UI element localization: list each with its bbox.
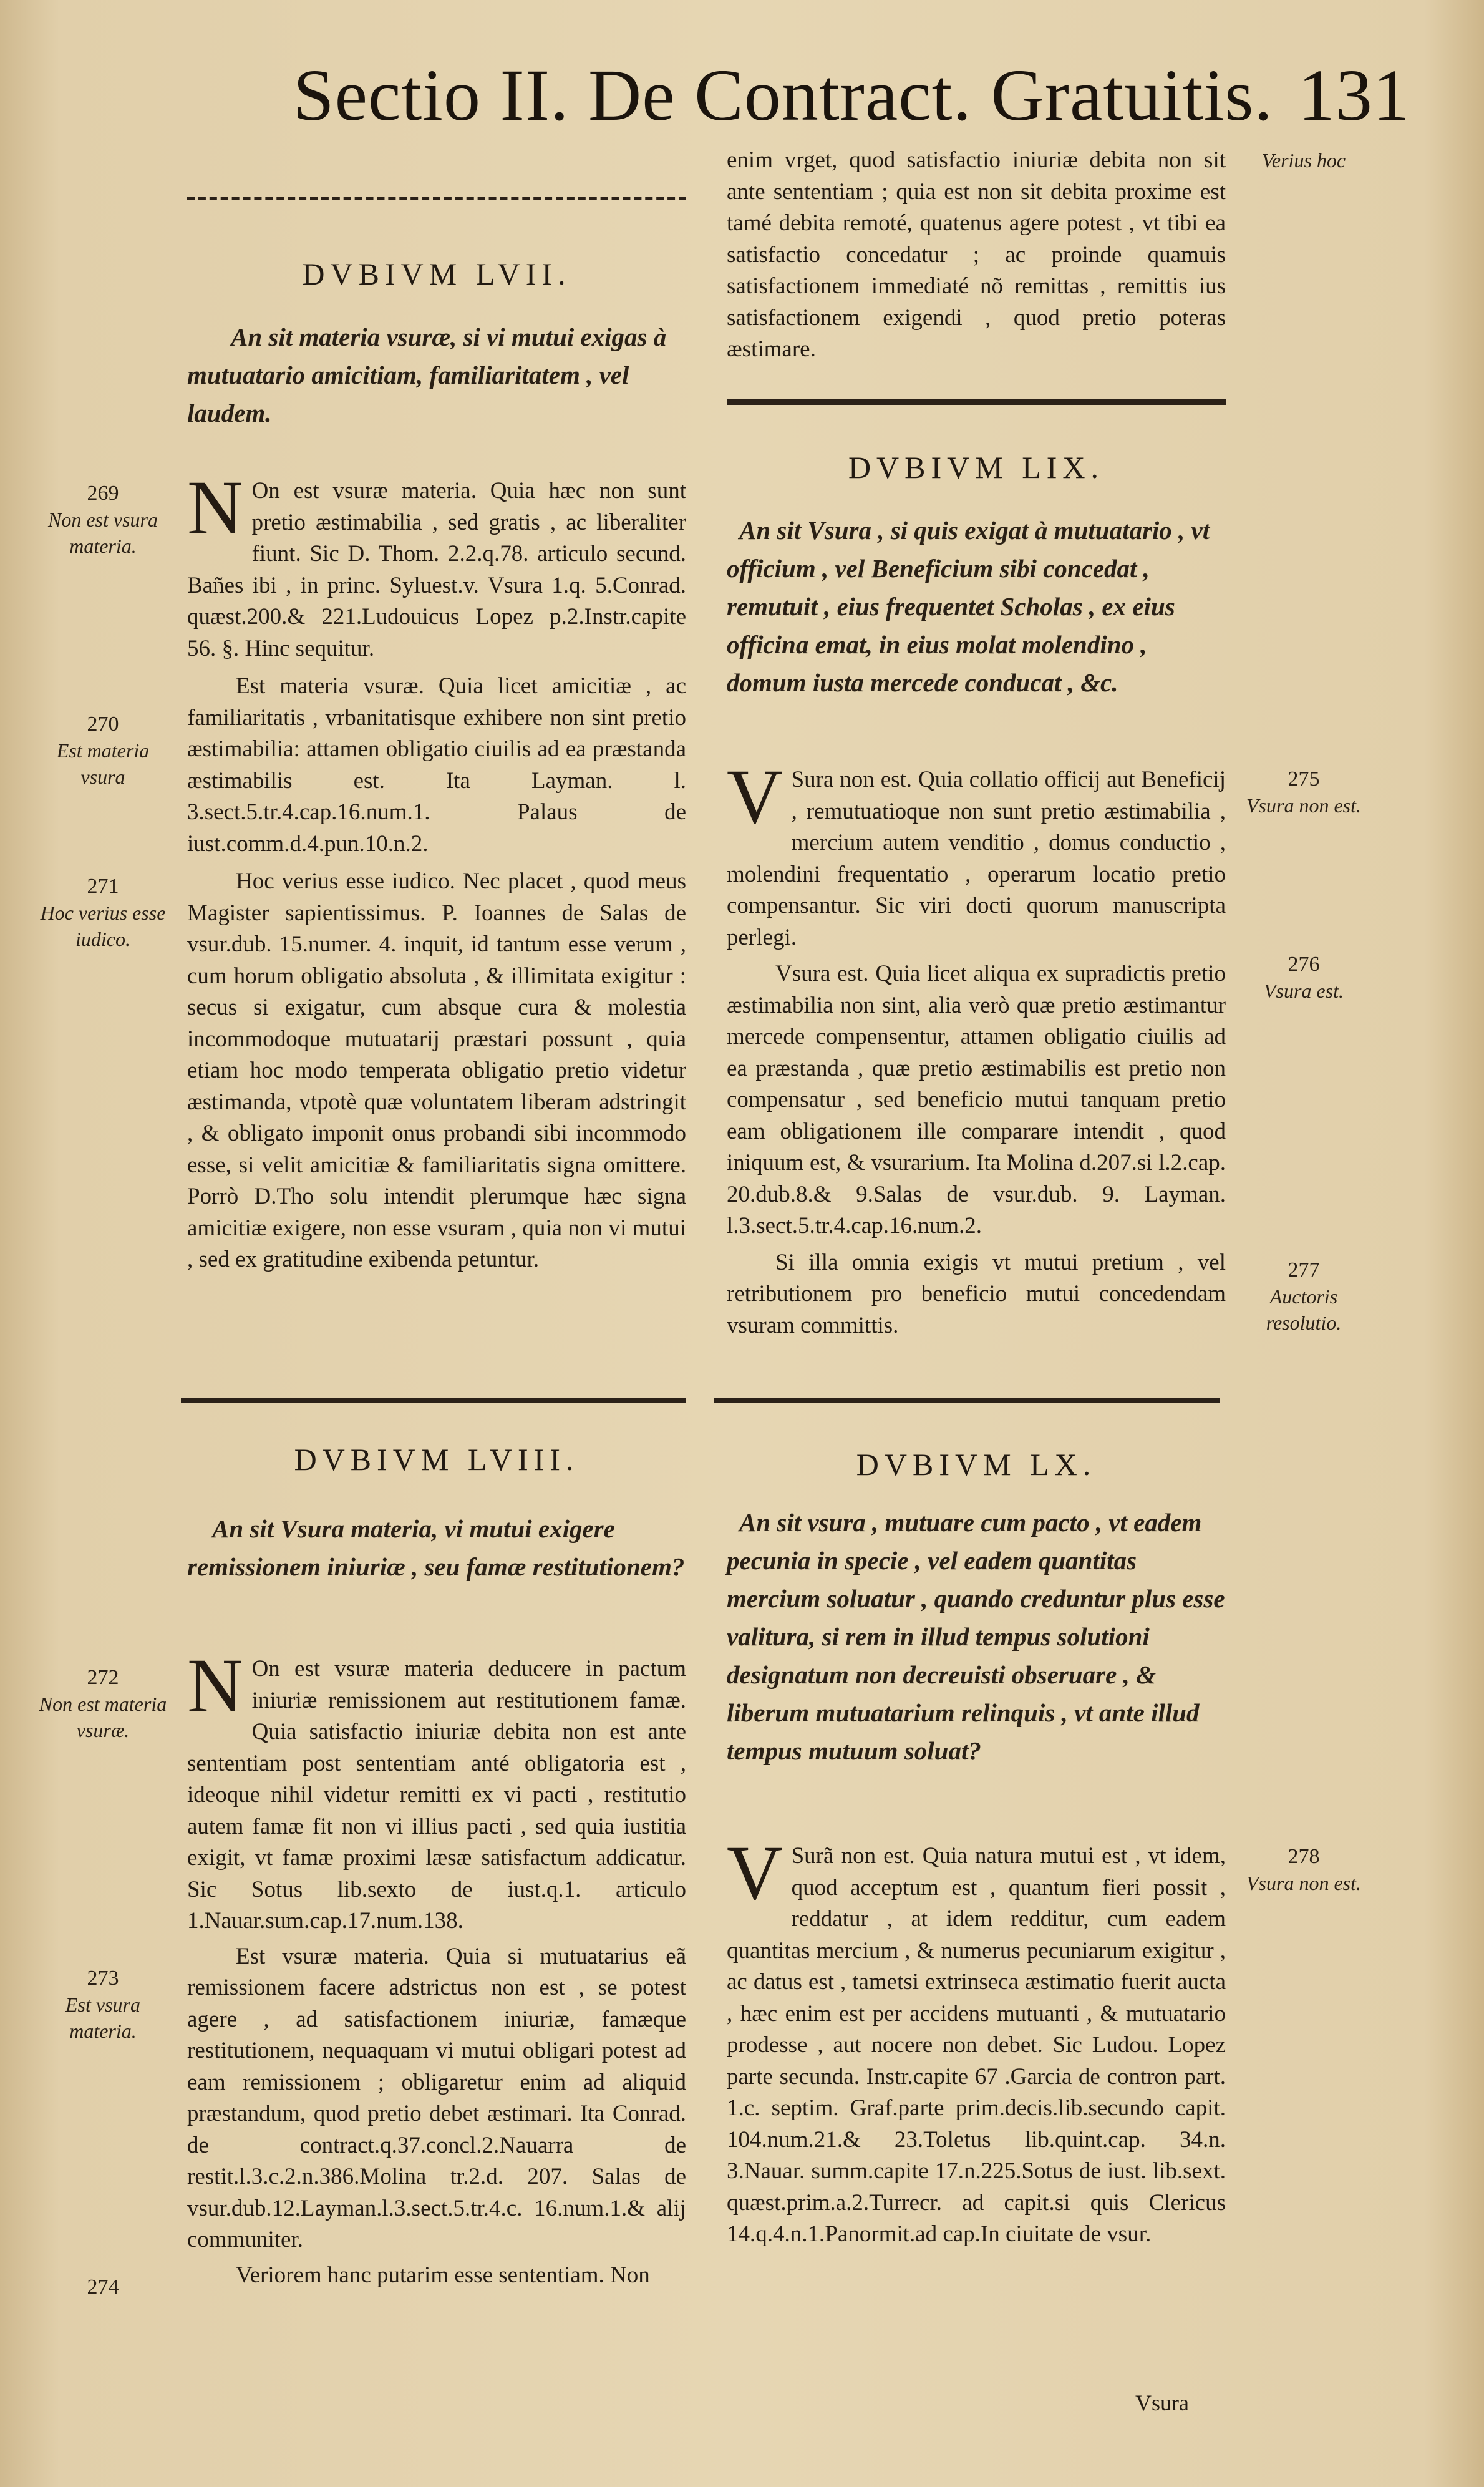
margin-note-271: 271 Hoc verius esse iudico. — [40, 875, 166, 950]
dubium-58-body — [187, 1643, 686, 2291]
ornament-rule-top-right — [727, 399, 1226, 405]
catchword: Vsura — [1135, 2390, 1189, 2415]
margin-note-274: 274 — [87, 2275, 119, 2299]
dubium-59-paragraph-3: Si illa omnia exigis vt mutui pretium , vel retributionem pro beneficio mutui concedendam vsuram committis. — [727, 1249, 1226, 1338]
dropcap: V — [727, 754, 783, 839]
dubium-58-heading: DVBIVM LVIII. — [294, 1442, 580, 1477]
dubium-59-body — [727, 754, 1226, 1341]
margin-note-276: 276 Vsura est. — [1264, 953, 1344, 1002]
dubium-57-paragraph-1: N On est vsuræ materia. Quia hæc non sunt pretio æstimabilia , sed gratis , ac liberaliter fiunt. Sic D. Thom. 2.2.q.78. articulo secund. Bañes ibi , in princ. Syluest.v. Vsura 1.q. 5.Conrad. quæst.200.& 221.Ludouicus Lopez p.2.Instr.capite 56. §. Hinc sequitur. — [187, 465, 686, 661]
margin-note-verius-hoc: Verius hoc — [1261, 149, 1346, 172]
dubium-57-heading: DVBIVM LVII. — [302, 256, 571, 291]
dubium-58-paragraph-2: Est vsuræ materia. Quia si mutuatarius eã remissionem facere adstrictus non est , se potest agere , ad satisfactionem iniuriæ, famæque restitutionem, nequaquam vi mutui obligari potest ad eam remissionem ; obligaretur enim ad aliquid præstandum, quod pretio debet æstimari. Ita Conrad. de contract.q.37.concl.2.Nauarra de restit.l.3.c.2.n.386.Molina tr.2.d. 207. Salas de vsur.dub.12.Layman.l.3.sect.5.tr.4.c. 16.num.1.& alij communiter. — [187, 1943, 686, 2252]
dubium-58-paragraph-1: N On est vsuræ materia deducere in pactum iniuriæ remissionem aut restitutionem famæ. Quia satisfactio iniuriæ debita non est ante sententiam post sententiam anté obligatoria est , ideoque nihil videtur remitti ex vi pacti , restitutio autem famæ fit non vi illius pacti , sed quia iustitia exigit, vt famæ proximi læsæ satisfactum addicatur. Sic Sotus lib.sexto de iust.q.1. articulo 1.Nauar.sum.cap.17.num.138. — [187, 1643, 686, 1934]
dubium-57-question: An sit materia vsuræ, si vi mutui exigas à mutuatario amicitiam, familiaritatem , vel laudem. — [187, 323, 667, 427]
running-head — [293, 53, 1410, 138]
margin-note-273: 273 Est vsura materia. — [65, 1967, 140, 2042]
running-head-title: Sectio II. De Contract. Gratuitis. — [293, 54, 1273, 136]
dubium-60-body — [727, 1830, 1226, 2251]
margin-note-277: 277 Auctoris resolutio. — [1266, 1258, 1342, 1334]
ornament-rule-top-left — [187, 197, 686, 200]
continuation-paragraph: enim vrget, quod satisfactio iniuriæ debita non sit ante sententiam ; quia est non sit debita proxime est tamé debita remoté, quatenus agere potest , vt tibi ea satisfactio concedatur ; ac proinde quamuis satisfactionem immediaté nõ remittas , remittis ius satisfactionem exigendi , quod pretio poteras æstimare. — [727, 147, 1226, 362]
dubium-59-paragraph-1: V Sura non est. Quia collatio officij aut Beneficij , remutuatioque non sunt pretio æstimabilia , mercium autem venditio , domus conductio , molendini frequentatio , operarum locatio pretio compensantur. Sic viri docti quorum manuscripta perlegi. — [727, 754, 1226, 950]
dropcap: N — [187, 465, 243, 550]
ornament-rule-mid-right — [714, 1398, 1220, 1403]
margin-note-278: 278 Vsura non est. — [1246, 1845, 1361, 1894]
margin-note-270: 270 Est materia vsura — [56, 713, 150, 788]
right-col-continuation — [727, 145, 1226, 366]
margin-note-269: 269 Non est vsura materia. — [48, 482, 158, 557]
margin-note-275: 275 Vsura non est. — [1246, 767, 1361, 817]
ornament-rule-mid-left — [181, 1398, 686, 1403]
dubium-57-paragraph-2: Est materia vsuræ. Quia licet amicitiæ , ac familiaritatis , vrbanitatisque exhibere non sint pretio æstimabilia: attamen obligatio ciuilis ad ea præstanda æstimabilis est. Ita Layman. l. 3.sect.5.tr.4.cap.16.num.1. Palaus de iust.comm.d.4.pun.10.n.2. — [187, 673, 686, 857]
dubium-59-paragraph-2: Vsura est. Quia licet aliqua ex supradictis pretio æstimabilia non sint, alia verò quæ pretio æstimantur mercede compensentur, attamen obligatio ciuilis ad ea præstanda , quæ pretio æstimabilis est pretio non compensatur , sed beneficio mutui tanquam pretio eam obligationem ille comparare intendit , quod iniquum est, & vsurarium. Ita Molina d.207.si l.2.cap. 20.dub.8.& 9.Salas de vsur.dub. 9. Layman. l.3.sect.5.tr.4.cap.16.num.2. — [727, 961, 1226, 1239]
dubium-59-question: An sit Vsura , si quis exigat à mutuatario , vt officium , vel Beneficium sibi concedat , remutuit , eius frequentet Scholas , ex eius officina emat, in eius molat molendino , domum iusta mercede conducat , &c. — [727, 516, 1210, 697]
dubium-59-heading: DVBIVM LIX. — [848, 450, 1105, 485]
dropcap: V — [727, 1830, 783, 1915]
dropcap: N — [187, 1643, 243, 1728]
dubium-57-body — [187, 465, 686, 1276]
margin-note-272: 272 Non est materia vsuræ. — [39, 1666, 167, 1741]
dubium-58-paragraph-3: Veriorem hanc putarim esse sententiam. Non — [236, 2262, 650, 2288]
dubium-58-question: An sit Vsura materia, vi mutui exigere remissionem iniuriæ , seu famæ restitutionem? — [187, 1514, 685, 1581]
folio-number: 131 — [1297, 54, 1410, 136]
dubium-60-question: An sit vsura , mutuare cum pacto , vt eadem pecunia in specie , vel eadem quantitas mercium soluatur , quando creduntur plus esse valitura, si rem in illud tempus solutioni designatum non decreuisti obseruare , & liberum mutuatarium relinquis , vt ante illud tempus mutuum soluat? — [727, 1508, 1225, 1765]
dubium-60-paragraph-1: V Surã non est. Quia natura mutui est , vt idem, quod acceptum est , quantum fieri possit , reddatur , at idem redditur, cum eadem quantitas mercium , & numerus pecuniarum exigitur , ac datus est , tametsi extrinseca æstimatio fuerit aucta , hæc enim est per accidens mutuanti , & mutuatario prodesse , aut nocere non debet. Sic Ludou. Lopez parte secunda. Instr.capite 67 .Garcia de contron part. 1.c. septim. Graf.parte prim.decis.lib.secundo capit. 104.num.21.& 23.Toletus lib.quint.cap. 34.n. 3.Nauar. summ.capite 17.n.225.Sotus de iust. lib.sext. quæst.prim.a.2.Turrecr. ad capit.si quis Clericus 14.q.4.n.1.Panormit.ad cap.In ciuitate de vsur. — [727, 1830, 1226, 2247]
dubium-57-paragraph-3: Hoc verius esse iudico. Nec placet , quod meus Magister sapientissimus. P. Ioannes de Salas de vsur.dub. 15.numer. 4. inquit, id tantum esse verum , cum horum obligatio absoluta , & illimitata exigitur : secus si exigatur, cum absque cura & molestia incommodoque mutuatarij præstari possunt , quia etiam hoc modo temperata obligatio pretio videtur æstimanda, vtpotè quæ voluntatem liberam adstringit , & obligato imponit onus probandi sibi incommodo esse, si velit amicitiæ & familiaritatis signa omittere. Porrò D.Tho solu intendit plerumque hæc signa amicitiæ exigere, non esse vsuram , quia non vi mutui , sed ex gratitudine exibenda petuntur. — [187, 869, 686, 1272]
dubium-60-heading: DVBIVM LX. — [856, 1447, 1097, 1482]
